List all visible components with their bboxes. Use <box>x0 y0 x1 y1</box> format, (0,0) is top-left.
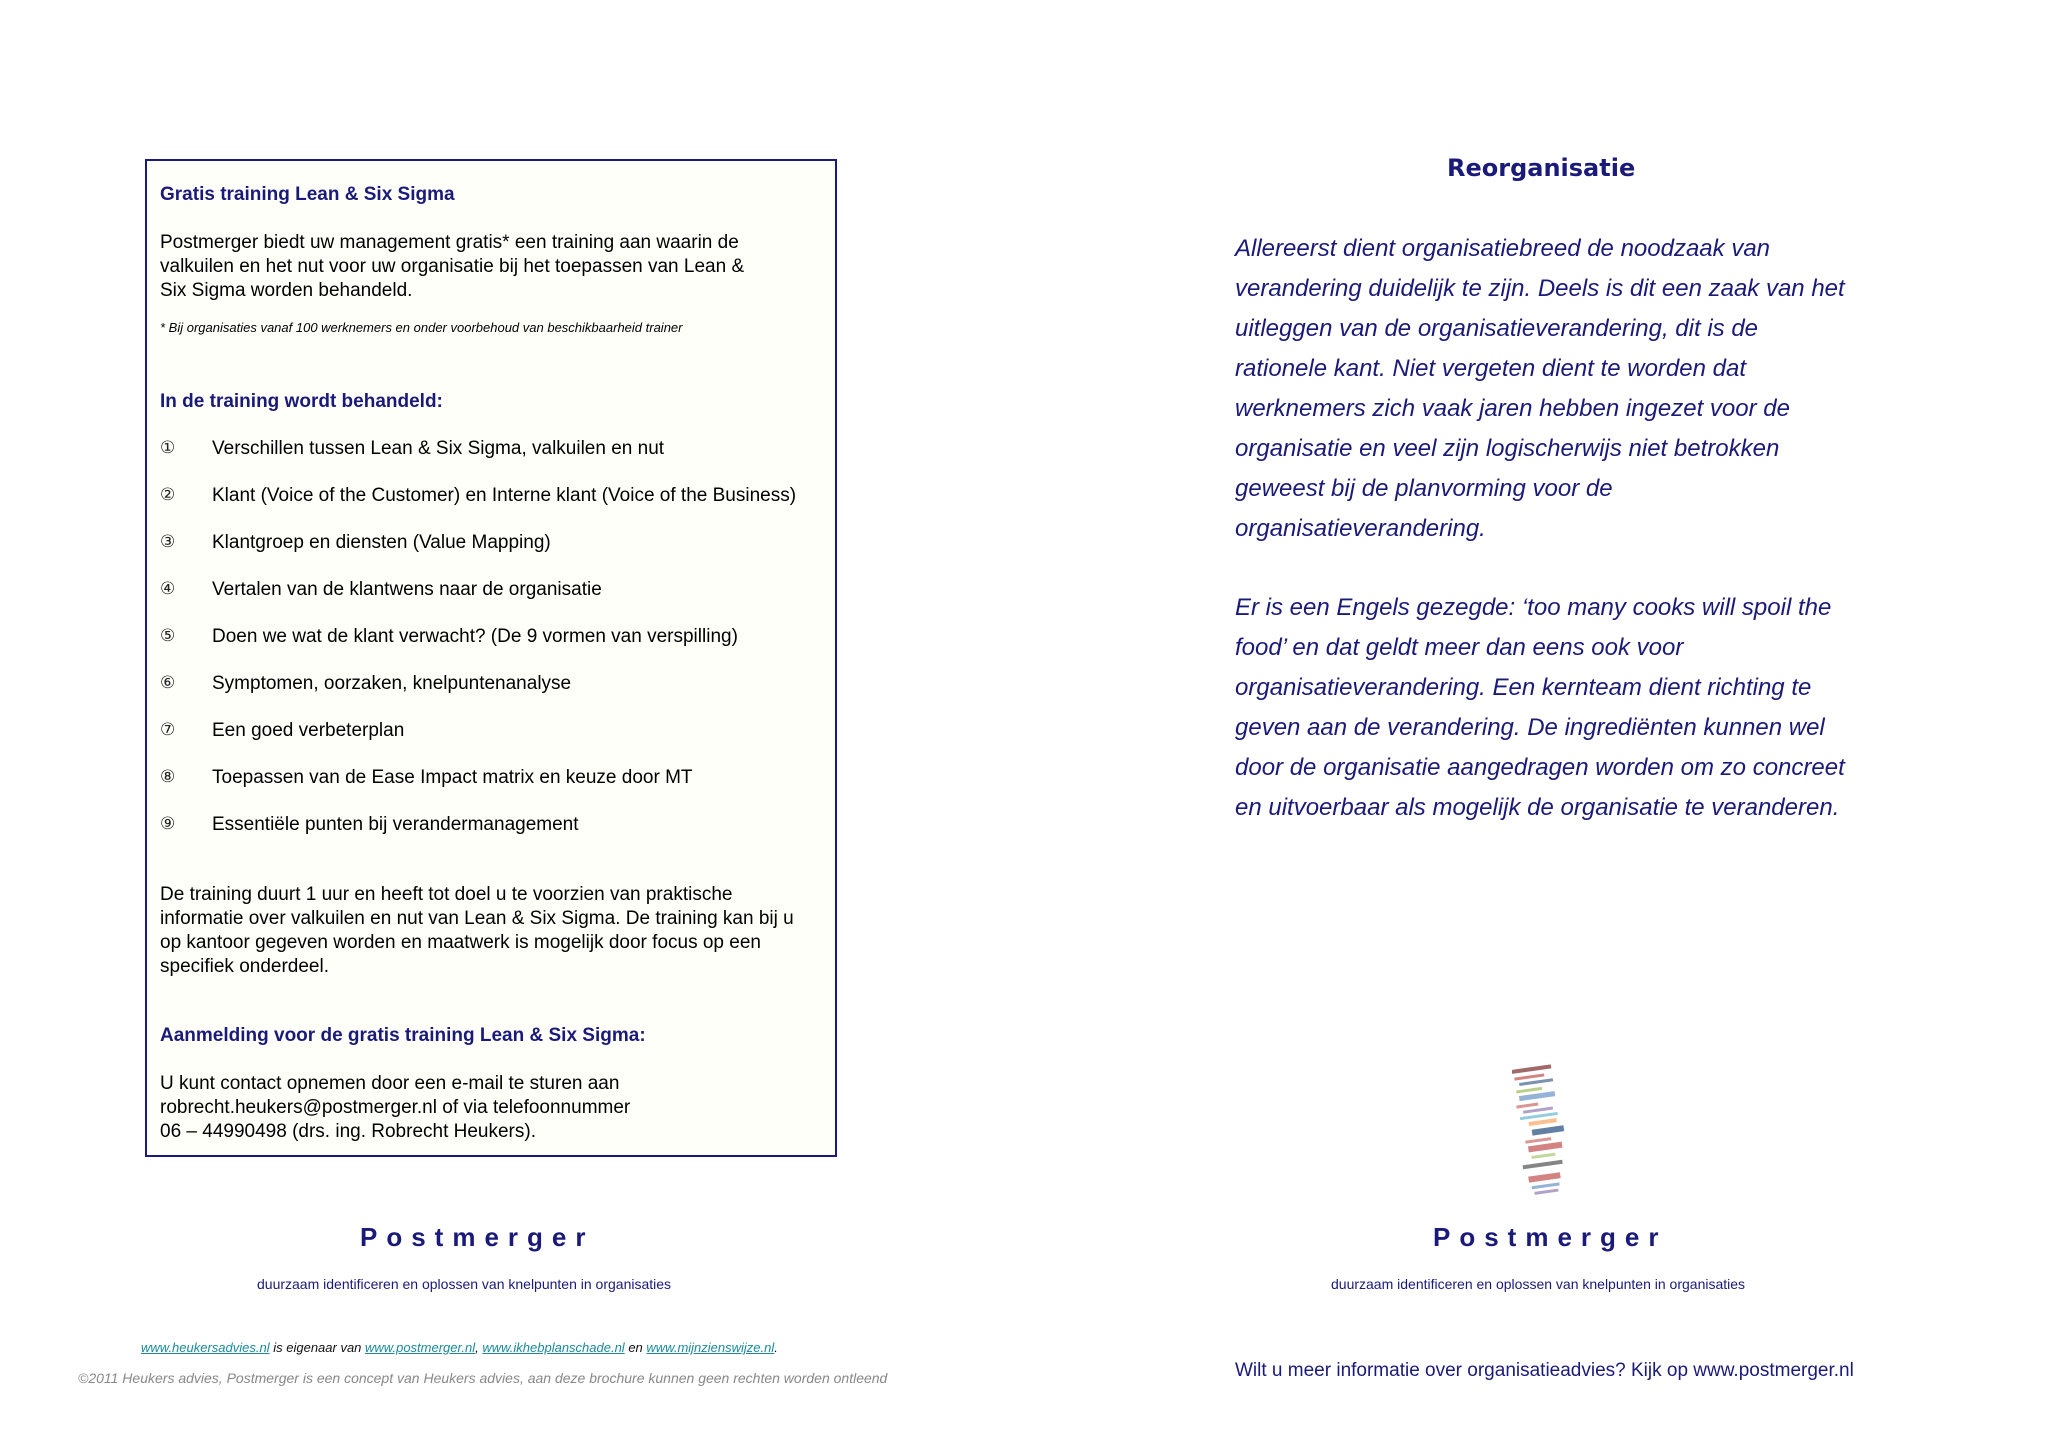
more-info-line: Wilt u meer informatie over organisatieadvies? Kijk op www.postmerger.nl <box>1235 1360 1854 1381</box>
list-item-text: Symptomen, oorzaken, knelpuntenanalyse <box>212 673 572 694</box>
list-item-text: Vertalen van de klantwens naar de organisatie <box>212 579 602 600</box>
brand-tagline-left: duurzaam identificeren en oplossen van knelpunten in organisaties <box>257 1276 672 1292</box>
list-marker: ⑥ <box>160 673 176 692</box>
copyright-notice: ©2011 Heukers advies, Postmerger is een concept van Heukers advies, aan deze brochure kunnen geen rechten worden ontleend <box>78 1370 888 1386</box>
list-item-text: Toepassen van de Ease Impact matrix en keuze door MT <box>212 767 693 788</box>
list-item <box>160 579 175 599</box>
list-item-text: Doen we wat de klant verwacht? (De 9 vormen van verspilling) <box>212 626 738 647</box>
list-item-text: Klantgroep en diensten (Value Mapping) <box>212 532 551 553</box>
heukersadvies-link[interactable]: www.heukersadvies.nl <box>141 1340 270 1355</box>
signup-heading: Aanmelding voor de gratis training Lean & Six Sigma: <box>160 1025 646 1046</box>
mijnzienswijze-link[interactable]: www.mijnzienswijze.nl <box>646 1340 775 1355</box>
list-marker: ⑦ <box>160 720 176 739</box>
topics-heading: In de training wordt behandeld: <box>160 391 443 412</box>
ikhebplanschade-link[interactable]: www.ikhebplanschade.nl <box>482 1340 625 1355</box>
list-item <box>160 767 175 787</box>
brand-name-left: Postmerger <box>360 1222 595 1252</box>
list-item <box>160 485 175 505</box>
paragraph-1: Allereerst dient organisatiebreed de noodzaak van verandering duidelijk te zijn. Deels is dit een zaak van het uitleggen van de organisatieverandering, dit is de rationele kant. Niet vergeten dient te worden dat werknemers zich vaak jaren hebben ingezet voor de organisatie en veel zijn logischerwijs niet betrokken geweest bij de planvorming voor de organisatieverandering. <box>1235 235 1845 542</box>
training-panel <box>145 159 837 1157</box>
list-marker: ③ <box>160 532 176 551</box>
training-duration: De training duurt 1 uur en heeft tot doel u te voorzien van praktische informatie over valkuilen en nut van Lean & Six Sigma. De training kan bij u op kantoor gegeven worden en maatwerk is mogelijk door focus op een specifiek onderdeel. <box>160 884 794 977</box>
list-item-text: Een goed verbeterplan <box>212 720 405 741</box>
list-item-text: Essentiële punten bij verandermanagement <box>212 814 579 835</box>
training-intro: Postmerger biedt uw management gratis* een training aan waarin de valkuilen en het nut voor uw organisatie bij het toepassen van Lean & Six Sigma worden behandeld. <box>160 232 745 301</box>
paragraph-2: Er is een Engels gezegde: ‘too many cooks will spoil the food’ en dat geldt meer dan eens ook voor organisatieverandering. Een kernteam dient richting te geven aan de verandering. De ingrediënten kunnen wel door de organisatie aangedragen worden om zo concreet en uitvoerbaar als mogelijk de organisatie te veranderen. <box>1235 594 1845 821</box>
word-cloud-logo-icon <box>1512 1060 1576 1202</box>
list-marker: ⑧ <box>160 767 176 786</box>
brand-tagline-right: duurzaam identificeren en oplossen van knelpunten in organisaties <box>1331 1276 1746 1292</box>
list-item-text: Klant (Voice of the Customer) en Interne klant (Voice of the Business) <box>212 485 797 506</box>
list-item <box>160 626 175 646</box>
list-marker: ④ <box>160 579 176 598</box>
brand-name-right: Postmerger <box>1433 1222 1668 1252</box>
list-item <box>160 438 175 458</box>
page-title: Reorganisatie <box>1447 154 1636 182</box>
list-item <box>160 720 175 740</box>
list-item-text: Verschillen tussen Lean & Six Sigma, valkuilen en nut <box>212 438 665 459</box>
postmerger-link[interactable]: www.postmerger.nl <box>365 1340 476 1355</box>
contact-info: U kunt contact opnemen door een e-mail te sturen aan robrecht.heukers@postmerger.nl of via telefoonnummer 06 – 44990498 (drs. ing. Robrecht Heukers). <box>160 1073 631 1142</box>
list-marker: ⑤ <box>160 626 176 645</box>
list-marker: ⑨ <box>160 814 176 833</box>
ownership-line: www.heukersadvies.nl is eigenaar van www.postmerger.nl, www.ikhebplanschade.nl en www.mijnzienswijze.nl. <box>141 1340 778 1355</box>
list-marker: ① <box>160 438 176 457</box>
list-item <box>160 532 175 552</box>
list-item <box>160 673 175 693</box>
training-heading: Gratis training Lean & Six Sigma <box>160 184 455 205</box>
training-footnote: * Bij organisaties vanaf 100 werknemers en onder voorbehoud van beschikbaarheid trainer <box>160 320 683 335</box>
list-marker: ② <box>160 485 176 504</box>
list-item <box>160 814 175 834</box>
